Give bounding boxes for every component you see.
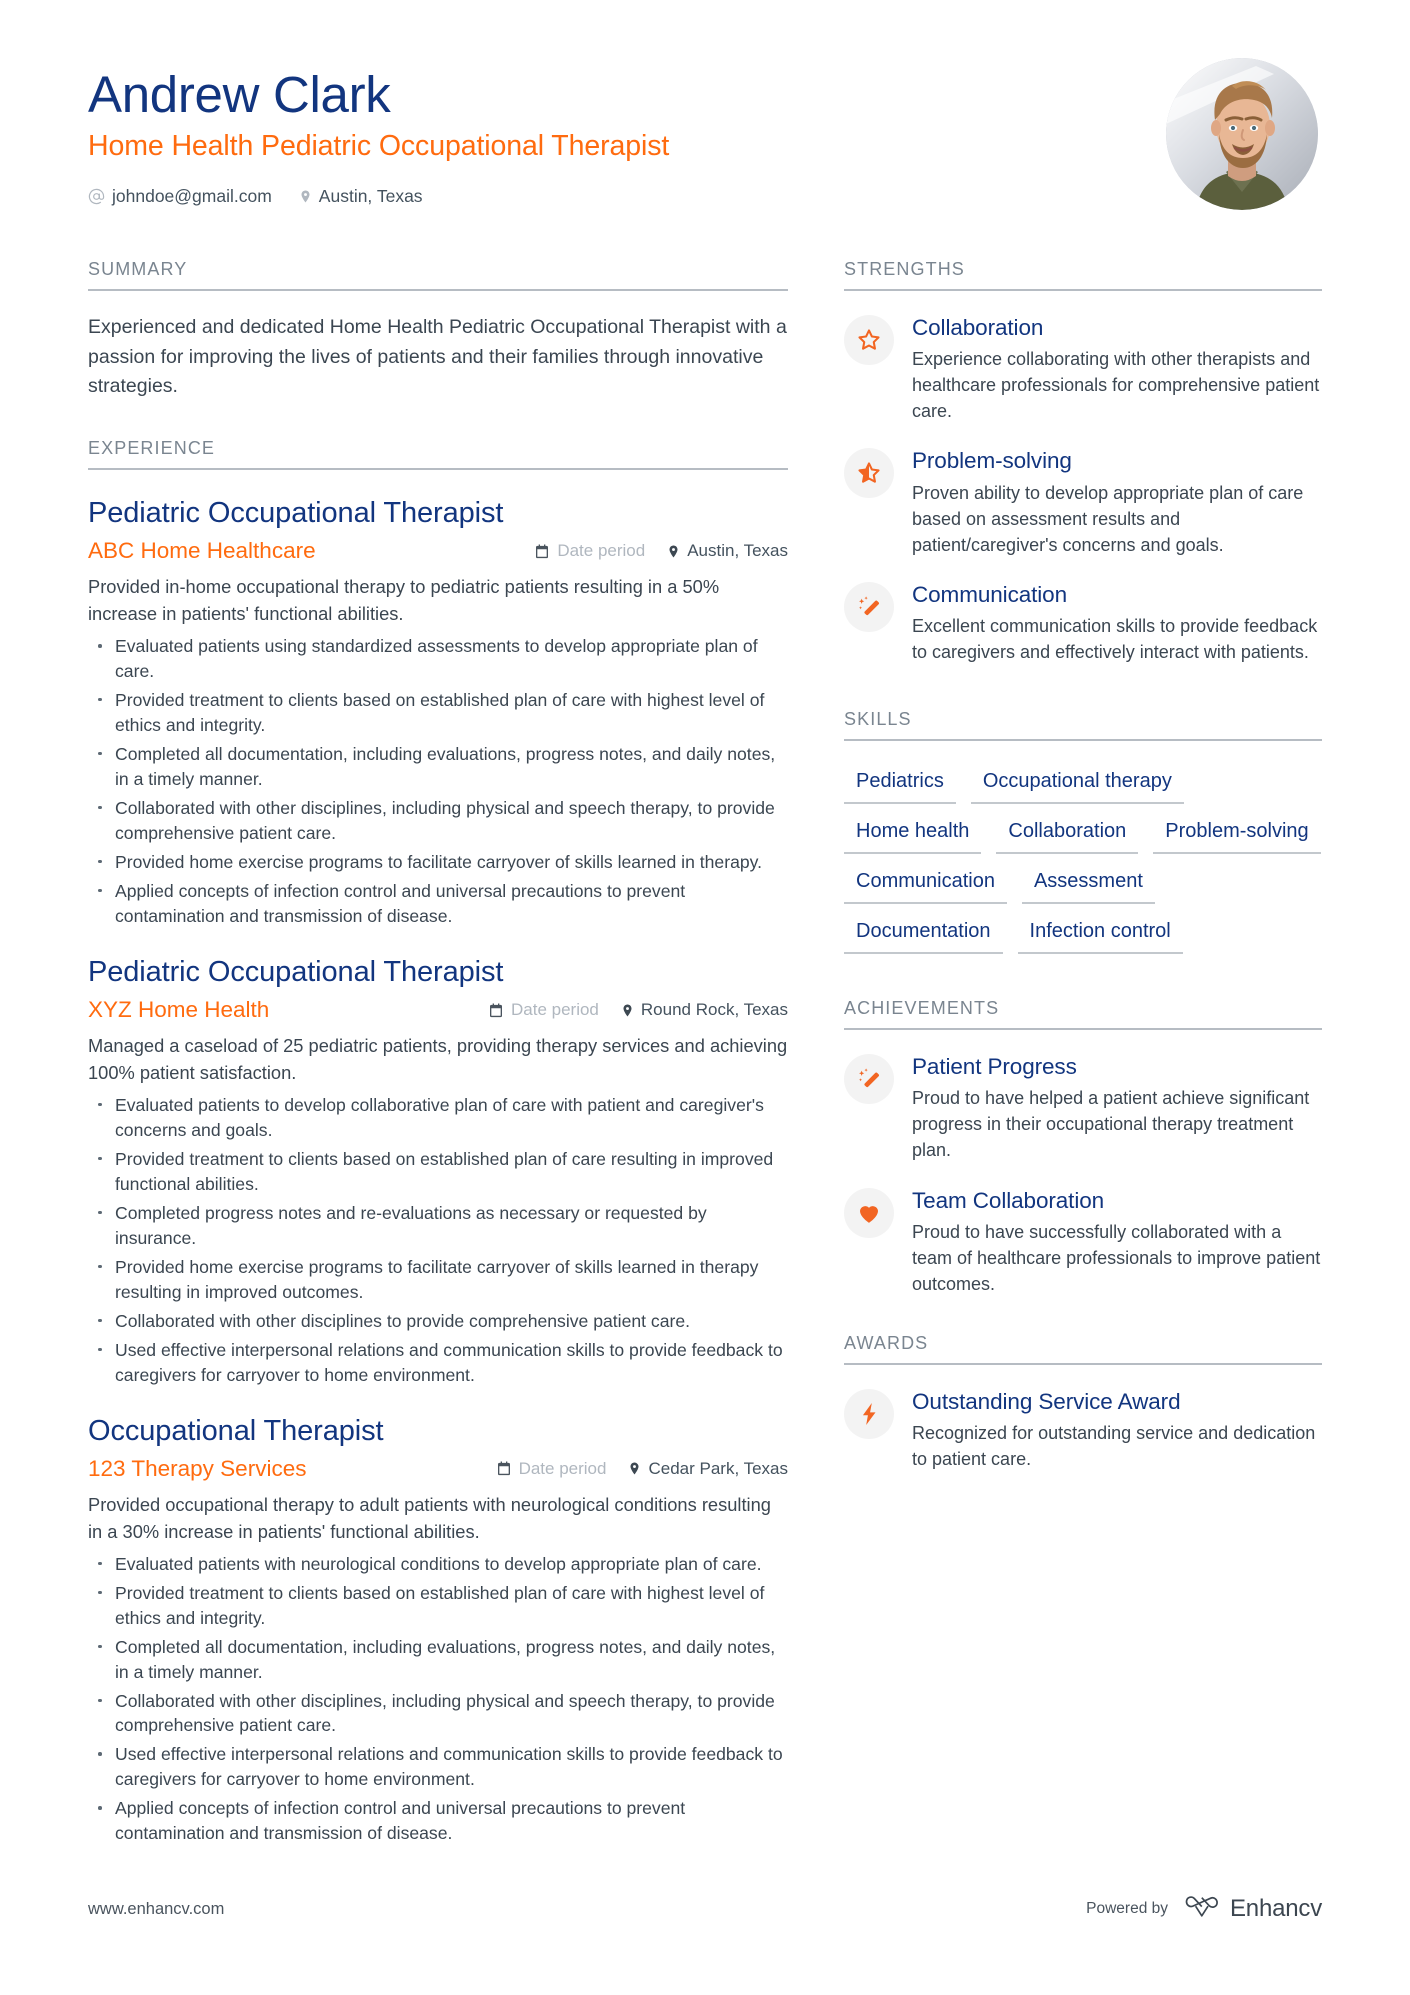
experience-bullet: Provided home exercise programs to facilitate carryover of skills learned in therapy. [88, 850, 788, 875]
candidate-name: Andrew Clark [88, 66, 391, 123]
skill-tag[interactable]: Infection control [1018, 915, 1183, 954]
lightning-bolt-icon-badge [844, 1389, 894, 1439]
experience-bullet: Used effective interpersonal relations and communication skills to provide feedback to caregivers for carryover to home environment. [88, 1742, 788, 1792]
magic-wand-icon-badge [844, 582, 894, 632]
avatar [1166, 58, 1318, 210]
achievement-item-description: Proud to have helped a patient achieve significant progress in their occupational therapy treatment plan. [912, 1088, 1310, 1161]
achievements-section [844, 998, 1322, 1297]
strengths-section [844, 259, 1322, 665]
star-outline-icon-badge [844, 315, 894, 365]
experience-bullet: Provided treatment to clients based on established plan of care resulting in improved functional abilities. [88, 1147, 788, 1197]
side-column [844, 259, 1322, 1846]
experience-date [488, 1000, 599, 1020]
experience-meta-row [88, 997, 788, 1023]
magic-wand-icon [856, 1066, 882, 1092]
content-columns [88, 259, 1322, 1846]
experience-meta-right [496, 1459, 788, 1479]
contact-email[interactable] [88, 186, 272, 207]
experience-item [88, 1414, 788, 1847]
experience-meta-row [88, 538, 788, 564]
experience-date [534, 541, 645, 561]
avatar-photo [1166, 58, 1318, 210]
strength-item-body [912, 313, 1322, 424]
award-item-description: Recognized for outstanding service and dedication to patient care. [912, 1423, 1316, 1470]
experience-list [88, 496, 788, 1846]
skill-tag[interactable]: Documentation [844, 915, 1003, 954]
map-pin-icon [621, 1002, 634, 1019]
award-item [844, 1387, 1322, 1472]
skill-tag[interactable]: Occupational therapy [971, 765, 1184, 804]
achievements-heading: ACHIEVEMENTS [844, 998, 1322, 1030]
enhancv-logo-icon [1185, 1895, 1219, 1923]
skills-list [844, 765, 1322, 954]
experience-bullet: Provided treatment to clients based on established plan of care with highest level of ethics and integrity. [88, 1581, 788, 1631]
header-identity [88, 58, 669, 207]
experience-item [88, 496, 788, 929]
strength-item-description: Experience collaborating with other therapists and healthcare professionals for comprehensive patient care. [912, 349, 1320, 422]
experience-section [88, 438, 788, 1846]
experience-company: ABC Home Healthcare [88, 538, 316, 564]
award-item-body [912, 1387, 1322, 1472]
experience-heading: EXPERIENCE [88, 438, 788, 470]
awards-heading: AWARDS [844, 1333, 1322, 1365]
achievement-item-title: Patient Progress [912, 1054, 1077, 1080]
awards-section [844, 1333, 1322, 1472]
experience-date-text: Date period [511, 1000, 599, 1020]
experience-bullet: Evaluated patients to develop collaborative plan of care with patient and caregiver's concerns and goals. [88, 1093, 788, 1143]
footer-website-url[interactable]: www.enhancv.com [88, 1899, 225, 1918]
experience-meta-row [88, 1456, 788, 1482]
strength-item-description: Proven ability to develop appropriate plan of care based on assessment results and patient/caregiver's concerns and goals. [912, 482, 1304, 555]
experience-meta-right [534, 541, 788, 561]
skills-section [844, 709, 1322, 954]
strength-item [844, 313, 1322, 424]
calendar-icon [488, 1002, 504, 1019]
at-sign-icon [88, 188, 105, 205]
experience-role: Occupational Therapist [88, 1414, 384, 1447]
experience-location-text: Austin, Texas [687, 541, 788, 561]
experience-bullet-list [88, 1093, 788, 1388]
star-half-filled-icon [856, 460, 882, 486]
achievement-item [844, 1052, 1322, 1163]
experience-location [621, 1000, 788, 1020]
experience-bullet: Provided treatment to clients based on established plan of care with highest level of ethics and integrity. [88, 688, 788, 738]
strength-item-title: Problem-solving [912, 448, 1072, 474]
achievement-item-title: Team Collaboration [912, 1187, 1105, 1213]
experience-bullet-list [88, 634, 788, 929]
achievement-item-body [912, 1186, 1322, 1297]
star-half-filled-icon-badge [844, 448, 894, 498]
enhancv-brand[interactable] [1185, 1895, 1322, 1923]
experience-bullet: Evaluated patients using standardized assessments to develop appropriate plan of care. [88, 634, 788, 684]
experience-bullet: Provided home exercise programs to facilitate carryover of skills learned in therapy resulting in improved outcomes. [88, 1255, 788, 1305]
strength-item-body [912, 446, 1322, 557]
resume-header [88, 58, 1322, 233]
page-footer [88, 1895, 1322, 1923]
powered-by-label: Powered by [1086, 1900, 1168, 1917]
skills-heading: SKILLS [844, 709, 1322, 741]
experience-bullet: Evaluated patients with neurological conditions to develop appropriate plan of care. [88, 1552, 788, 1577]
skill-tag[interactable]: Home health [844, 815, 981, 854]
summary-heading: SUMMARY [88, 259, 788, 291]
experience-company: 123 Therapy Services [88, 1455, 307, 1481]
skill-tag[interactable]: Communication [844, 865, 1007, 904]
contact-location [299, 186, 423, 207]
achievements-list [844, 1052, 1322, 1297]
skill-tag[interactable]: Collaboration [996, 815, 1138, 854]
strength-item [844, 580, 1322, 665]
experience-bullet: Collaborated with other disciplines, including physical and speech therapy, to provide comprehensive patient care. [88, 1689, 788, 1739]
experience-meta-right [488, 1000, 788, 1020]
achievement-item-body [912, 1052, 1322, 1163]
skill-tag[interactable]: Problem-solving [1153, 815, 1320, 854]
awards-list [844, 1387, 1322, 1472]
experience-location [667, 541, 788, 561]
map-pin-icon [667, 543, 680, 560]
heart-icon-badge [844, 1188, 894, 1238]
map-pin-icon [299, 188, 312, 205]
strengths-list [844, 313, 1322, 665]
star-outline-icon [856, 327, 882, 353]
heart-icon [856, 1200, 882, 1226]
lightning-bolt-icon [856, 1401, 882, 1427]
experience-location-text: Round Rock, Texas [640, 1000, 788, 1020]
enhancv-brand-name: Enhancv [1230, 1895, 1322, 1922]
strength-item [844, 446, 1322, 557]
strength-item-title: Communication [912, 581, 1068, 607]
achievement-item [844, 1186, 1322, 1297]
skill-tag[interactable]: Pediatrics [844, 765, 956, 804]
summary-text: Experienced and dedicated Home Health Pediatric Occupational Therapist with a passion for improving the lives of patients and their families through innovative strategies. [88, 316, 787, 398]
main-column [88, 259, 788, 1846]
experience-location [628, 1459, 788, 1479]
strengths-heading: STRENGTHS [844, 259, 1322, 291]
experience-summary: Provided occupational therapy to adult patients with neurological conditions resulting in a 30% increase in patients' functional abilities. [88, 1493, 771, 1542]
candidate-job-title: Home Health Pediatric Occupational Therapist [88, 130, 670, 163]
experience-bullet: Collaborated with other disciplines, including physical and speech therapy, to provide comprehensive patient care. [88, 796, 788, 846]
magic-wand-icon-badge [844, 1054, 894, 1104]
experience-bullet: Used effective interpersonal relations and communication skills to provide feedback to caregivers for carryover to home environment. [88, 1338, 788, 1388]
experience-company: XYZ Home Health [88, 997, 270, 1023]
experience-bullet: Applied concepts of infection control and universal precautions to prevent contamination and transmission of disease. [88, 1796, 788, 1846]
experience-location-text: Cedar Park, Texas [648, 1458, 788, 1478]
experience-bullet: Completed progress notes and re-evaluations as necessary or requested by insurance. [88, 1201, 788, 1251]
contact-email-text: johndoe@gmail.com [112, 185, 272, 206]
experience-bullet: Applied concepts of infection control and universal precautions to prevent contamination and transmission of disease. [88, 879, 788, 929]
experience-summary: Provided in-home occupational therapy to pediatric patients resulting in a 50% increase in patients' functional abilities. [88, 576, 720, 625]
experience-date-text: Date period [557, 541, 646, 561]
strength-item-title: Collaboration [912, 315, 1044, 340]
skill-tag[interactable]: Assessment [1022, 865, 1155, 904]
experience-bullet: Completed all documentation, including evaluations, progress notes, and daily notes, in a timely manner. [88, 1635, 788, 1685]
achievement-item-description: Proud to have successfully collaborated with a team of healthcare professionals to improve patient outcomes. [912, 1221, 1321, 1294]
summary-section [88, 259, 788, 402]
experience-item [88, 955, 788, 1388]
strength-item-description: Excellent communication skills to provide feedback to caregivers and effectively interact with patients. [912, 615, 1318, 663]
contact-row [88, 186, 669, 207]
award-item-title: Outstanding Service Award [912, 1388, 1181, 1414]
footer-branding [1086, 1895, 1322, 1923]
calendar-icon [496, 1460, 512, 1477]
experience-bullet: Completed all documentation, including evaluations, progress notes, and daily notes, in a timely manner. [88, 742, 788, 792]
map-pin-icon [628, 1460, 641, 1477]
experience-bullet: Collaborated with other disciplines to provide comprehensive patient care. [88, 1309, 788, 1334]
experience-date-text: Date period [518, 1458, 607, 1478]
contact-location-text: Austin, Texas [318, 185, 423, 206]
magic-wand-icon [856, 594, 882, 620]
strength-item-body [912, 580, 1322, 665]
experience-bullet-list [88, 1552, 788, 1847]
experience-date [496, 1459, 607, 1479]
experience-role: Pediatric Occupational Therapist [88, 496, 504, 529]
calendar-icon [534, 543, 550, 560]
experience-summary: Managed a caseload of 25 pediatric patients, providing therapy services and achieving 100% patient satisfaction. [88, 1035, 788, 1083]
experience-role: Pediatric Occupational Therapist [88, 955, 504, 988]
